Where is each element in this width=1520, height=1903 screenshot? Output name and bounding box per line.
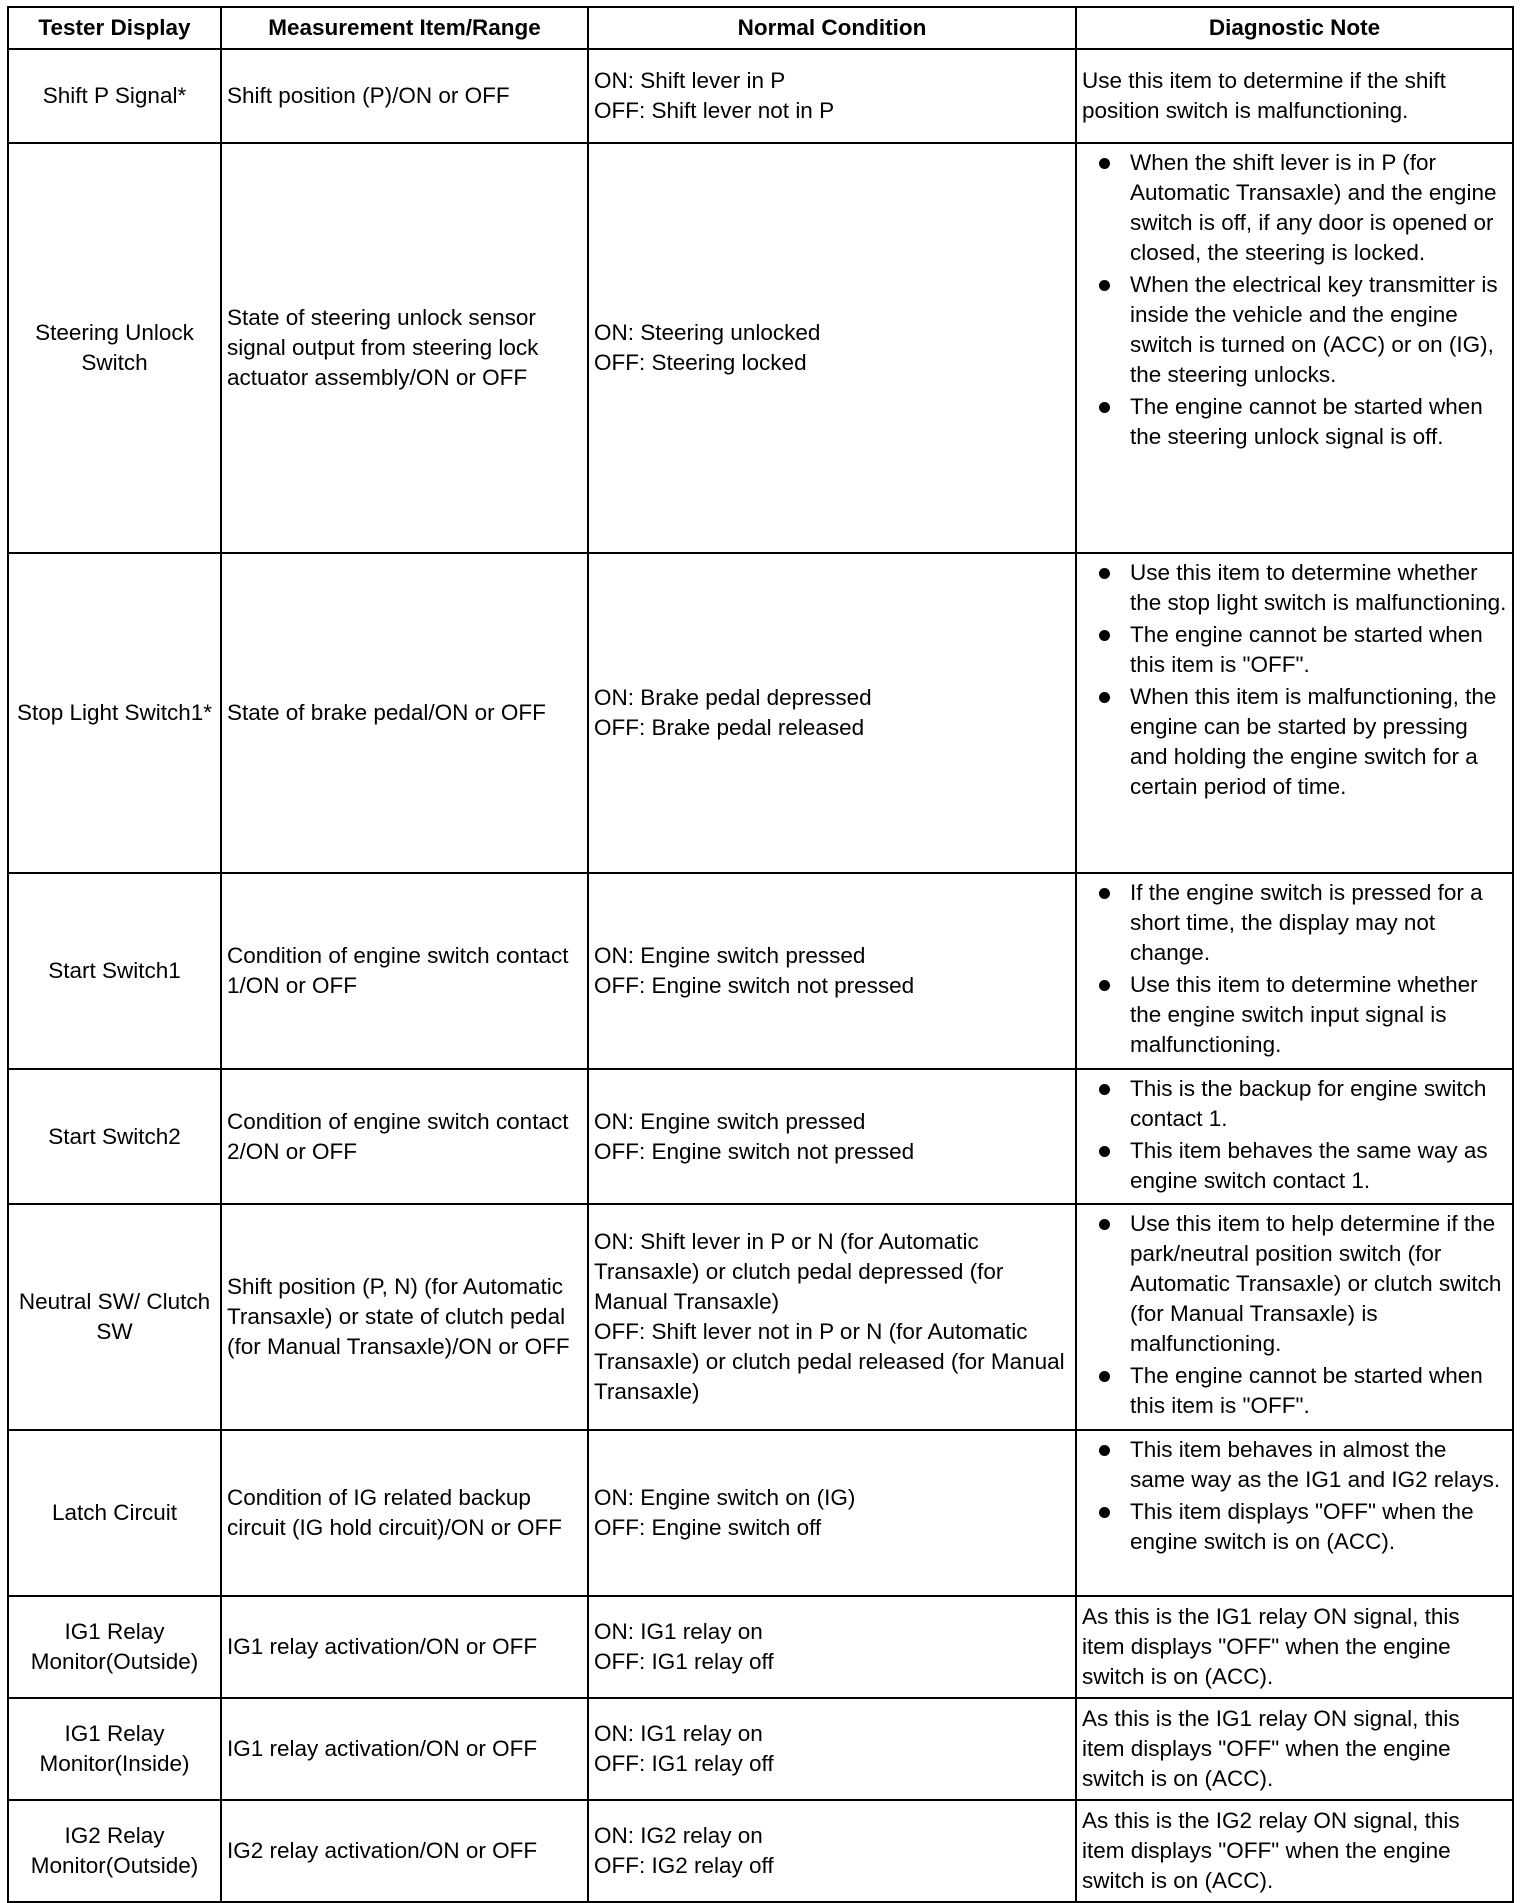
bullet-text: When the shift lever is in P (for Automatic Transaxle) and the engine switch is off, if any door is opened or closed, the steering is locked. <box>1130 150 1497 265</box>
note-bullet-item <box>1082 148 1507 268</box>
diagnostic-note-cell <box>1076 143 1513 553</box>
note-bullet-item <box>1082 1209 1507 1359</box>
tester-display-cell: Shift P Signal* <box>8 49 221 143</box>
header-row <box>8 7 1513 49</box>
condition-cell <box>588 1698 1076 1800</box>
condition-cell <box>588 143 1076 553</box>
measurement-cell: IG1 relay activation/ON or OFF <box>221 1596 588 1698</box>
note-bullet-list <box>1082 558 1507 802</box>
measurement-cell: Condition of engine switch contact 2/ON or OFF <box>221 1069 588 1204</box>
bullet-dot-icon <box>1099 980 1110 991</box>
condition-off: OFF: Engine switch off <box>594 1515 822 1540</box>
bullet-dot-icon <box>1099 1507 1110 1518</box>
table-row <box>8 1069 1513 1204</box>
note-bullet-item <box>1082 1074 1507 1134</box>
condition-off: OFF: Engine switch not pressed <box>594 973 915 998</box>
measurement-cell: Shift position (P)/ON or OFF <box>221 49 588 143</box>
bullet-dot-icon <box>1099 402 1110 413</box>
condition-cell <box>588 873 1076 1069</box>
note-bullet-item <box>1082 878 1507 968</box>
measurement-cell: Condition of engine switch contact 1/ON or OFF <box>221 873 588 1069</box>
note-bullet-item <box>1082 1497 1507 1557</box>
bullet-dot-icon <box>1099 630 1110 641</box>
condition-off: OFF: Brake pedal released <box>594 715 865 740</box>
condition-on: ON: Steering unlocked <box>594 320 821 345</box>
diagnostic-note-cell <box>1076 1069 1513 1204</box>
tester-display-cell: Latch Circuit <box>8 1430 221 1596</box>
condition-off: OFF: Shift lever not in P or N (for Automatic Transaxle) or clutch pedal released (for Manual Transaxle) <box>594 1319 1065 1404</box>
diagnostic-note-cell <box>1076 553 1513 873</box>
table-row <box>8 1596 1513 1698</box>
bullet-text: This item displays "OFF" when the engine switch is on (ACC). <box>1130 1499 1474 1554</box>
bullet-dot-icon <box>1099 1371 1110 1382</box>
measurement-cell: Condition of IG related backup circuit (IG hold circuit)/ON or OFF <box>221 1430 588 1596</box>
diagnostic-note-cell: As this is the IG1 relay ON signal, this item displays "OFF" when the engine switch is on (ACC). <box>1076 1596 1513 1698</box>
condition-cell <box>588 1596 1076 1698</box>
condition-on: ON: Engine switch on (IG) <box>594 1485 856 1510</box>
condition-off: OFF: IG2 relay off <box>594 1853 774 1878</box>
tester-display-cell: Start Switch1 <box>8 873 221 1069</box>
condition-off: OFF: IG1 relay off <box>594 1649 774 1674</box>
bullet-dot-icon <box>1099 1084 1110 1095</box>
condition-on: ON: Shift lever in P or N (for Automatic Transaxle) or clutch pedal depressed (for Manual Transaxle) <box>594 1229 1004 1314</box>
measurement-cell: IG2 relay activation/ON or OFF <box>221 1800 588 1902</box>
condition-cell <box>588 1800 1076 1902</box>
tester-display-cell: IG1 Relay Monitor(Outside) <box>8 1596 221 1698</box>
table-row <box>8 1430 1513 1596</box>
bullet-text: The engine cannot be started when this item is "OFF". <box>1130 622 1483 677</box>
tester-display-cell: Neutral SW/ Clutch SW <box>8 1204 221 1430</box>
header-diagnostic-note: Diagnostic Note <box>1076 7 1513 49</box>
bullet-text: This is the backup for engine switch contact 1. <box>1130 1076 1487 1131</box>
table-row <box>8 1204 1513 1430</box>
diagnostic-note-cell: As this is the IG1 relay ON signal, this item displays "OFF" when the engine switch is on (ACC). <box>1076 1698 1513 1800</box>
condition-on: ON: Engine switch pressed <box>594 943 866 968</box>
condition-cell <box>588 1204 1076 1430</box>
bullet-text: If the engine switch is pressed for a short time, the display may not change. <box>1130 880 1483 965</box>
bullet-dot-icon <box>1099 158 1110 169</box>
diagnostic-note-cell: Use this item to determine if the shift position switch is malfunctioning. <box>1076 49 1513 143</box>
bullet-dot-icon <box>1099 888 1110 899</box>
diagnostic-note-cell <box>1076 873 1513 1069</box>
table-row <box>8 873 1513 1069</box>
diagnostic-note-cell <box>1076 1204 1513 1430</box>
condition-cell <box>588 1069 1076 1204</box>
measurement-cell: IG1 relay activation/ON or OFF <box>221 1698 588 1800</box>
measurement-cell: State of steering unlock sensor signal output from steering lock actuator assembly/ON or OFF <box>221 143 588 553</box>
condition-off: OFF: IG1 relay off <box>594 1751 774 1776</box>
bullet-text: The engine cannot be started when this item is "OFF". <box>1130 1363 1483 1418</box>
note-bullet-item <box>1082 558 1507 618</box>
diagnostic-note-cell: As this is the IG2 relay ON signal, this item displays "OFF" when the engine switch is on (ACC). <box>1076 1800 1513 1902</box>
bullet-dot-icon <box>1099 280 1110 291</box>
header-tester-display: Tester Display <box>8 7 221 49</box>
note-bullet-item <box>1082 1136 1507 1196</box>
header-measurement-item: Measurement Item/Range <box>221 7 588 49</box>
bullet-text: The engine cannot be started when the steering unlock signal is off. <box>1130 394 1483 449</box>
bullet-text: This item behaves in almost the same way as the IG1 and IG2 relays. <box>1130 1437 1501 1492</box>
note-bullet-item <box>1082 682 1507 802</box>
note-bullet-item <box>1082 270 1507 390</box>
diagnostic-note-cell <box>1076 1430 1513 1596</box>
table-row <box>8 553 1513 873</box>
note-bullet-list <box>1082 1074 1507 1196</box>
condition-on: ON: Brake pedal depressed <box>594 685 872 710</box>
note-bullet-list <box>1082 1435 1507 1557</box>
bullet-text: When this item is malfunctioning, the engine can be started by pressing and holding the engine switch for a certain period of time. <box>1130 684 1497 799</box>
bullet-text: Use this item to determine whether the engine switch input signal is malfunctioning. <box>1130 972 1478 1057</box>
tester-display-cell: IG2 Relay Monitor(Outside) <box>8 1800 221 1902</box>
condition-cell <box>588 553 1076 873</box>
table-row <box>8 143 1513 553</box>
diagnostic-table <box>7 6 1514 1903</box>
condition-on: ON: Engine switch pressed <box>594 1108 866 1134</box>
condition-cell <box>588 49 1076 143</box>
note-bullet-item <box>1082 392 1507 452</box>
measurement-cell: Shift position (P, N) (for Automatic Transaxle) or state of clutch pedal (for Manual Transaxle)/ON or OFF <box>221 1204 588 1430</box>
note-bullet-item <box>1082 1435 1507 1495</box>
tester-display-cell: IG1 Relay Monitor(Inside) <box>8 1698 221 1800</box>
note-bullet-list <box>1082 878 1507 1060</box>
condition-off: OFF: Shift lever not in P <box>594 98 835 123</box>
bullet-dot-icon <box>1099 692 1110 703</box>
condition-on: ON: Shift lever in P <box>594 68 786 93</box>
tester-display-cell: Stop Light Switch1* <box>8 553 221 873</box>
bullet-text: Use this item to determine whether the stop light switch is malfunctioning. <box>1130 560 1507 615</box>
condition-on: ON: IG2 relay on <box>594 1823 763 1848</box>
bullet-dot-icon <box>1099 1219 1110 1230</box>
note-bullet-item <box>1082 1361 1507 1421</box>
tester-display-cell: Start Switch2 <box>8 1069 221 1204</box>
bullet-dot-icon <box>1099 568 1110 579</box>
table-row <box>8 49 1513 143</box>
measurement-cell: State of brake pedal/ON or OFF <box>221 553 588 873</box>
bullet-text: When the electrical key transmitter is inside the vehicle and the engine switch is turned on (ACC) or on (IG), the steering unlocks. <box>1130 272 1498 387</box>
condition-on: ON: IG1 relay on <box>594 1721 763 1746</box>
condition-on: ON: IG1 relay on <box>594 1619 763 1644</box>
condition-off: OFF: Engine switch not pressed <box>594 1138 915 1164</box>
tester-display-cell: Steering Unlock Switch <box>8 143 221 553</box>
note-bullet-item <box>1082 970 1507 1060</box>
note-bullet-item <box>1082 620 1507 680</box>
bullet-dot-icon <box>1099 1445 1110 1456</box>
condition-cell <box>588 1430 1076 1596</box>
table-row <box>8 1800 1513 1902</box>
condition-off: OFF: Steering locked <box>594 350 807 375</box>
bullet-text: This item behaves the same way as engine switch contact 1. <box>1130 1138 1488 1193</box>
bullet-text: Use this item to help determine if the park/neutral position switch (for Automatic Transaxle) or clutch switch (for Manual Transaxle) is malfunctioning. <box>1130 1211 1502 1356</box>
table-row <box>8 1698 1513 1800</box>
note-bullet-list <box>1082 1209 1507 1421</box>
note-bullet-list <box>1082 148 1507 452</box>
bullet-dot-icon <box>1099 1146 1110 1157</box>
header-normal-condition: Normal Condition <box>588 7 1076 49</box>
